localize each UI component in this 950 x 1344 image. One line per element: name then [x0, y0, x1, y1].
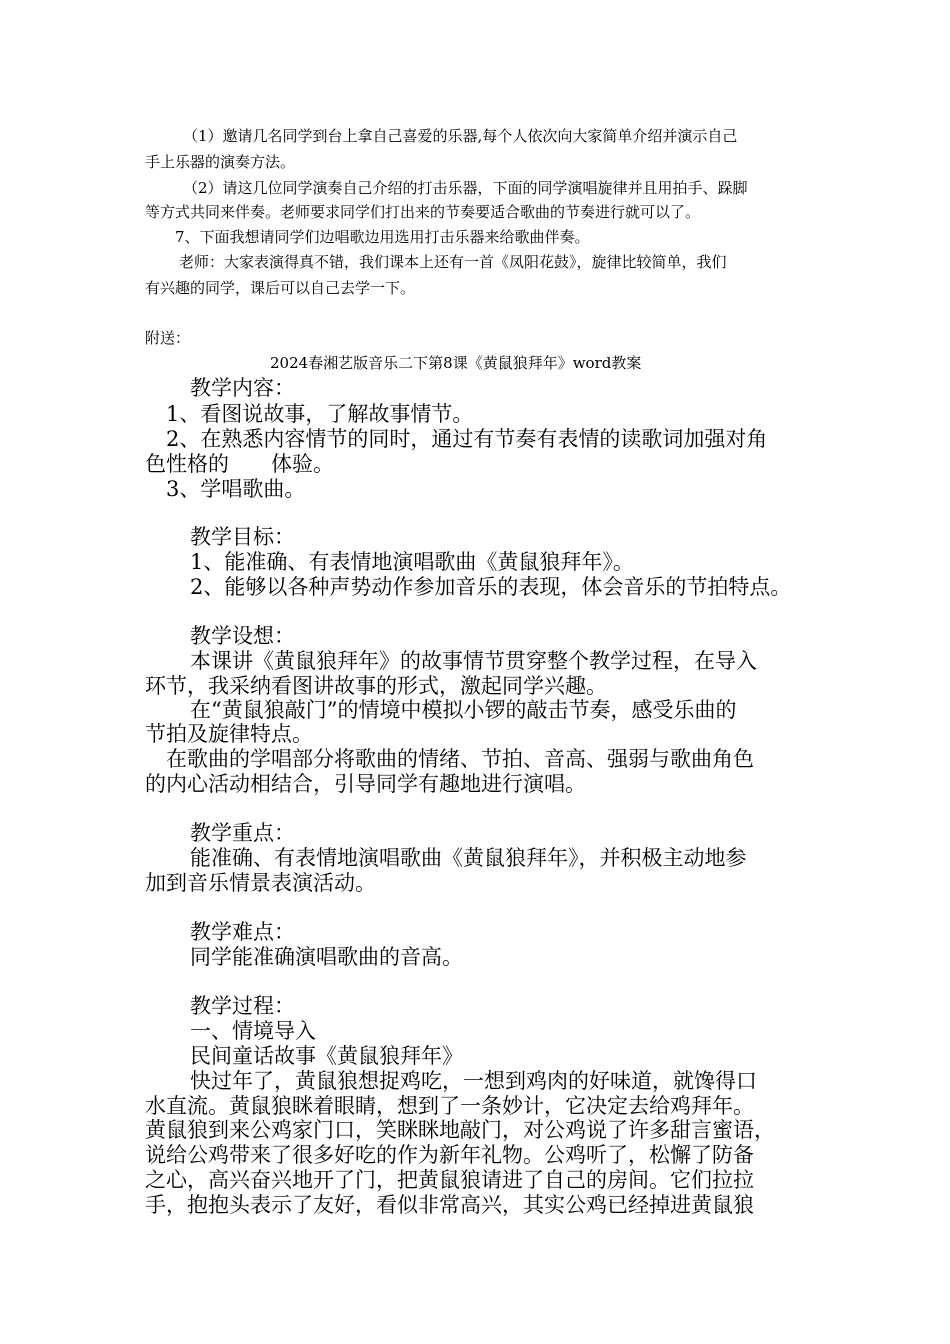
para-step-7: 7、下面我想请同学们边唱歌边用选用打击乐器来给歌曲伴奏。 — [175, 228, 590, 246]
process-heading: 教学过程： — [190, 994, 295, 1018]
story-line-4: 说给公鸡带来了很多好吃的作为新年礼物。公鸡听了，松懈了防备 — [145, 1143, 754, 1167]
design-p2-line1: 在“黄鼠狼敲门”的情境中模拟小锣的敲击节奏，感受乐曲的 — [190, 698, 737, 722]
content-heading: 教学内容： — [190, 376, 295, 400]
story-line-1: 快过年了，黄鼠狼想捉鸡吃，一想到鸡肉的好味道，就馋得口 — [190, 1069, 757, 1093]
design-p3-line1: 在歌曲的学唱部分将歌曲的情绪、节拍、音高、强弱与歌曲角色 — [166, 747, 754, 771]
story-line-6: 手，抱抱头表示了友好，看似非常高兴，其实公鸡已经掉进黄鼠狼 — [145, 1193, 754, 1217]
appendix-label: 附送： — [145, 329, 191, 347]
process-step-1: 一、情境导入 — [190, 1019, 316, 1043]
story-line-5: 之心，高兴奋兴地开了门，把黄鼠狼请进了自己的房间。它们拉拉 — [145, 1168, 754, 1192]
keypoint-line1: 能准确、有表情地演唱歌曲《黄鼠狼拜年》，并积极主动地参 — [190, 846, 747, 870]
story-line-3: 黄鼠狼到来公鸡家门口，笑眯眯地敲门，对公鸡说了许多甜言蜜语， — [145, 1118, 775, 1142]
goals-heading: 教学目标： — [190, 525, 295, 549]
design-heading: 教学设想： — [190, 624, 295, 648]
content-item-1: 1、看图说故事，了解故事情节。 — [166, 402, 474, 426]
keypoint-heading: 教学重点： — [190, 821, 295, 845]
appendix-title: 2024春湘艺版音乐二下第8课《黄鼠狼拜年》word教案 — [270, 354, 642, 372]
design-p1-line2: 环节，我采纳看图讲故事的形式，激起同学兴趣。 — [145, 674, 607, 698]
para-percussion-line1: （2）请这几位同学演奏自己介绍的打击乐器，下面的同学演唱旋律并且用拍手、跺脚 — [183, 179, 748, 197]
content-item-2-line2: 色性格的 体验。 — [145, 452, 334, 476]
goals-item-1: 1、能准确、有表情地演唱歌曲《黄鼠狼拜年》。 — [190, 550, 634, 574]
para-invite-students-line2: 手上乐器的演奏方法。 — [145, 153, 296, 171]
para-teacher-line1: 老师：大家表演得真不错，我们课本上还有一首《凤阳花鼓》，旋律比较简单，我们 — [179, 253, 727, 271]
content-item-3: 3、学唱歌曲。 — [166, 477, 306, 501]
goals-item-2: 2、能够以各种声势动作参加音乐的表现，体会音乐的节拍特点。 — [190, 575, 792, 599]
story-title: 民间童话故事《黄鼠狼拜年》 — [190, 1044, 463, 1068]
content-item-2-line1: 2、在熟悉内容情节的同时，通过有节奏有表情的读歌词加强对角 — [166, 427, 768, 451]
para-invite-students-line1: （1）邀请几名同学到台上拿自己喜爱的乐器,每个人依次向大家简单介绍并演示自己 — [183, 127, 738, 145]
keypoint-line2: 加到音乐情景表演活动。 — [145, 871, 376, 895]
difficulty-text: 同学能准确演唱歌曲的音高。 — [190, 945, 463, 969]
difficulty-heading: 教学难点： — [190, 920, 295, 944]
para-percussion-line2: 等方式共同来伴奏。老师要求同学们打出来的节奏要适合歌曲的节奏进行就可以了。 — [145, 203, 701, 221]
story-line-2: 水直流。黄鼠狼眯着眼睛，想到了一条妙计，它决定去给鸡拜年。 — [145, 1094, 754, 1118]
para-teacher-line2: 有兴趣的同学，课后可以自己去学一下。 — [145, 279, 416, 297]
design-p1-line1: 本课讲《黄鼠狼拜年》的故事情节贯穿整个教学过程，在导入 — [190, 649, 757, 673]
design-p2-line2: 节拍及旋律特点。 — [145, 722, 313, 746]
design-p3-line2: 的内心活动相结合，引导同学有趣地进行演唱。 — [145, 772, 586, 796]
